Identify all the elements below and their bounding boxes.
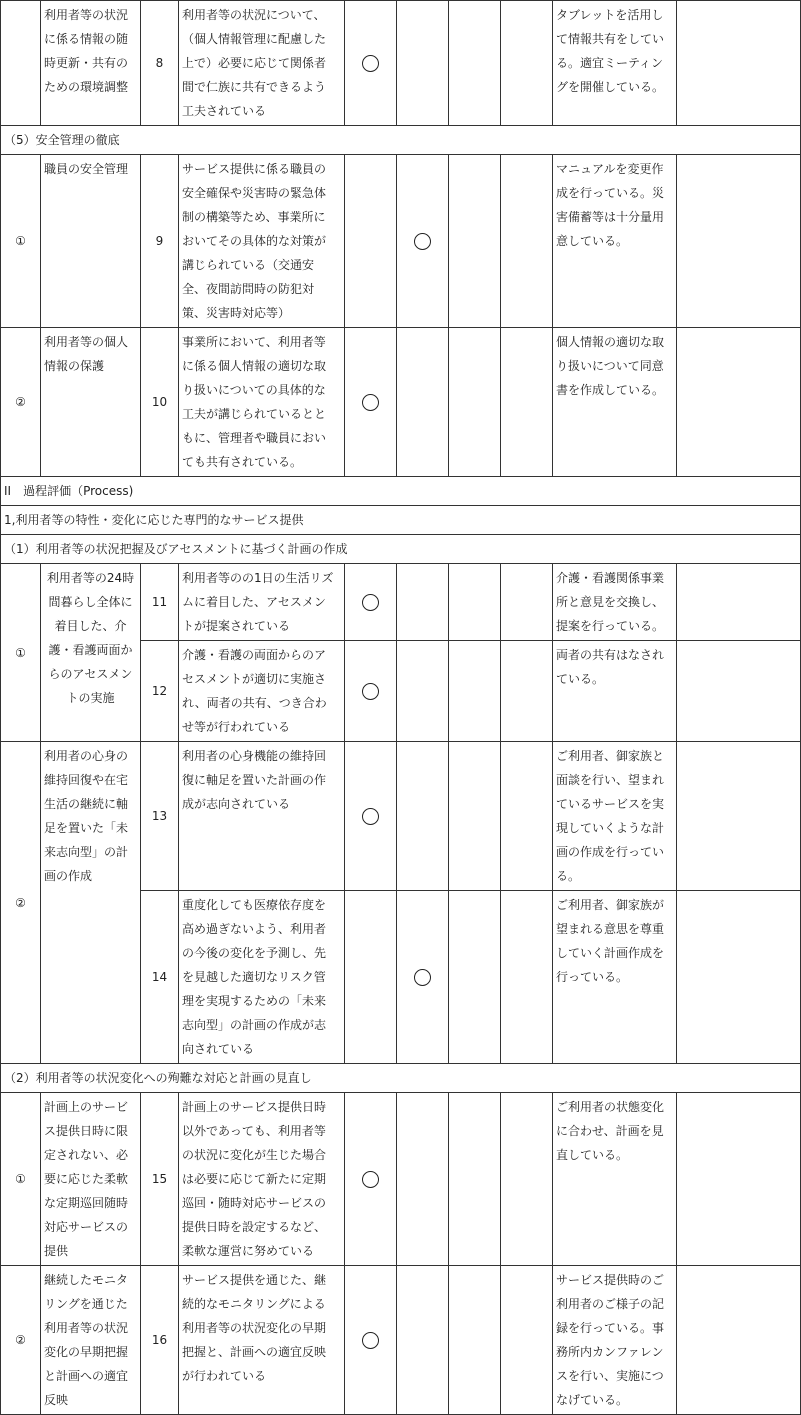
item-description: 利用者等の状況について、 （個人情報管理に配慮した 上で）必要に応じて関係者 間で仁族に共有できるよう 工夫されている <box>179 1 345 126</box>
comment-cell: マニュアルを変更作 成を行っている。災 害備蓄等は十分量用 意している。 <box>553 155 677 328</box>
notes-cell <box>677 1 801 126</box>
section-row <box>1 126 801 155</box>
circle-mark-icon <box>362 1171 379 1188</box>
rating-cell-3 <box>449 328 501 477</box>
section-heading: II 過程評価（Process) <box>1 477 801 506</box>
item-description: 事業所において、利用者等 に係る個人情報の適切な取 り扱いについての具体的な 工夫が講じられているとと もに、管理者や職員におい ても共有されている。 <box>179 328 345 477</box>
rating-cell-1 <box>345 1093 397 1266</box>
rating-cell-1 <box>345 742 397 891</box>
table-row <box>1 1093 801 1266</box>
rating-cell-4 <box>501 564 553 641</box>
rating-cell-1 <box>345 155 397 328</box>
item-number: 16 <box>141 1266 179 1415</box>
rating-cell-3 <box>449 641 501 742</box>
rating-cell-3 <box>449 1093 501 1266</box>
table-row <box>1 328 801 477</box>
item-description: 介護・看護の両面からのア セスメントが適切に実施さ れ、両者の共有、つき合わ せ等が行われている <box>179 641 345 742</box>
rating-cell-2 <box>397 155 449 328</box>
circled-number: ② <box>1 1266 41 1415</box>
circle-mark-icon <box>362 594 379 611</box>
rating-cell-1 <box>345 564 397 641</box>
item-number: 13 <box>141 742 179 891</box>
item-description: 利用者等のの1日の生活リズ ムに着目した、アセスメン トが提案されている <box>179 564 345 641</box>
circled-number: ① <box>1 155 41 328</box>
rating-cell-2 <box>397 1093 449 1266</box>
comment-cell: ご利用者、御家族と 面談を行い、望まれ ているサービスを実 現していくような計 画の作成を行ってい る。 <box>553 742 677 891</box>
item-description: サービス提供に係る職員の 安全確保や災害時の緊急体 制の構築等ため、事業所に おいてその具体的な対策が 講じられている（交通安 全、夜間訪問時の防犯対 策、災害時対応等） <box>179 155 345 328</box>
section-row <box>1 506 801 535</box>
rating-cell-3 <box>449 1266 501 1415</box>
rating-cell-4 <box>501 742 553 891</box>
evaluation-item: 職員の安全管理 <box>41 155 141 328</box>
rating-cell-4 <box>501 1 553 126</box>
rating-cell-4 <box>501 155 553 328</box>
notes-cell <box>677 641 801 742</box>
notes-cell <box>677 564 801 641</box>
rating-cell-2 <box>397 641 449 742</box>
rating-cell-4 <box>501 1266 553 1415</box>
item-description: 利用者の心身機能の維持回 復に軸足を置いた計画の作 成が志向されている <box>179 742 345 891</box>
comment-cell: ご利用者の状態変化 に合わせ、計画を見 直している。 <box>553 1093 677 1266</box>
rating-cell-1 <box>345 328 397 477</box>
table-row <box>1 742 801 891</box>
circle-mark-icon <box>362 55 379 72</box>
item-number: 14 <box>141 891 179 1064</box>
circled-number: ② <box>1 742 41 1064</box>
circle-mark-icon <box>414 969 431 986</box>
section-heading: （1）利用者等の状況把握及びアセスメントに基づく計画の作成 <box>1 535 801 564</box>
item-number: 12 <box>141 641 179 742</box>
item-number: 10 <box>141 328 179 477</box>
rating-cell-4 <box>501 891 553 1064</box>
circle-mark-icon <box>362 683 379 700</box>
circled-number: ① <box>1 1093 41 1266</box>
rating-cell-2 <box>397 891 449 1064</box>
rating-cell-1 <box>345 641 397 742</box>
circled-number: ① <box>1 564 41 742</box>
rating-cell-2 <box>397 1266 449 1415</box>
rating-cell-1 <box>345 1 397 126</box>
rating-cell-4 <box>501 641 553 742</box>
section-heading: （5）安全管理の徹底 <box>1 126 801 155</box>
evaluation-item: 継続したモニタ リングを通じた 利用者等の状況 変化の早期把握 と計画への適宜 反映 <box>41 1266 141 1415</box>
rating-cell-2 <box>397 328 449 477</box>
comment-cell: 介護・看護関係事業 所と意見を交換し、 提案を行っている。 <box>553 564 677 641</box>
item-number: 15 <box>141 1093 179 1266</box>
section-row <box>1 535 801 564</box>
table-row <box>1 155 801 328</box>
item-description: 計画上のサービス提供日時 以外であっても、利用者等 の状況に変化が生じた場合 は必要に応じて新たに定期 巡回・随時対応サービスの 提供日時を設定するなど、 柔軟な運営に努めている <box>179 1093 345 1266</box>
comment-cell: ご利用者、御家族が 望まれる意思を尊重 していく計画作成を 行っている。 <box>553 891 677 1064</box>
table-row <box>1 564 801 641</box>
rating-cell-1 <box>345 1266 397 1415</box>
notes-cell <box>677 1093 801 1266</box>
rating-cell-3 <box>449 891 501 1064</box>
evaluation-item: 利用者等の個人 情報の保護 <box>41 328 141 477</box>
item-description: 重度化しても医療依存度を 高め過ぎないよう、利用者 の今後の変化を予測し、先 を見越した適切なリスク管 理を実現するための「未来 志向型」の計画の作成が志 向されている <box>179 891 345 1064</box>
circled-number-cell <box>1 1 41 126</box>
comment-cell: 両者の共有はなされ ている。 <box>553 641 677 742</box>
circle-mark-icon <box>362 808 379 825</box>
rating-cell-3 <box>449 1 501 126</box>
circle-mark-icon <box>362 1332 379 1349</box>
item-number: 8 <box>141 1 179 126</box>
comment-cell: タブレットを活用し て情報共有をしてい る。適宜ミーティン グを開催している。 <box>553 1 677 126</box>
notes-cell <box>677 1266 801 1415</box>
notes-cell <box>677 155 801 328</box>
item-number: 11 <box>141 564 179 641</box>
section-heading: 1,利用者等の特性・変化に応じた専門的なサービス提供 <box>1 506 801 535</box>
comment-cell: サービス提供時のご 利用者のご様子の記 録を行っている。事 務所内カンファレン スを行い、実施につ なげている。 <box>553 1266 677 1415</box>
rating-cell-3 <box>449 155 501 328</box>
rating-cell-2 <box>397 1 449 126</box>
item-number: 9 <box>141 155 179 328</box>
rating-cell-2 <box>397 742 449 891</box>
rating-cell-2 <box>397 564 449 641</box>
circle-mark-icon <box>362 394 379 411</box>
notes-cell <box>677 891 801 1064</box>
notes-cell <box>677 742 801 891</box>
section-row <box>1 1064 801 1093</box>
evaluation-item: 利用者の心身の 維持回復や在宅 生活の継続に軸 足を置いた「未 来志向型」の計 画の作成 <box>41 742 141 1064</box>
rating-cell-3 <box>449 742 501 891</box>
section-row <box>1 477 801 506</box>
section-heading: （2）利用者等の状況変化への殉難な対応と計画の見直し <box>1 1064 801 1093</box>
item-description: サービス提供を通じた、継 続的なモニタリングによる 利用者等の状況変化の早期 把握と、計画への適宜反映 が行われている <box>179 1266 345 1415</box>
circled-number: ② <box>1 328 41 477</box>
rating-cell-4 <box>501 1093 553 1266</box>
notes-cell <box>677 328 801 477</box>
rating-cell-4 <box>501 328 553 477</box>
rating-cell-3 <box>449 564 501 641</box>
comment-cell: 個人情報の適切な取 り扱いについて同意 書を作成している。 <box>553 328 677 477</box>
rating-cell-1 <box>345 891 397 1064</box>
evaluation-item: 利用者等の状況 に係る情報の随 時更新・共有の ための環境調整 <box>41 1 141 126</box>
circle-mark-icon <box>414 233 431 250</box>
evaluation-item: 利用者等の24時 間暮らし全体に 着目した、介 護・看護両面か らのアセスメン トの実施 <box>41 564 141 742</box>
table-row <box>1 1266 801 1415</box>
evaluation-item: 計画上のサービ ス提供日時に限 定されない、必 要に応じた柔軟 な定期巡回随時 対応サービスの 提供 <box>41 1093 141 1266</box>
table-row <box>1 1 801 126</box>
